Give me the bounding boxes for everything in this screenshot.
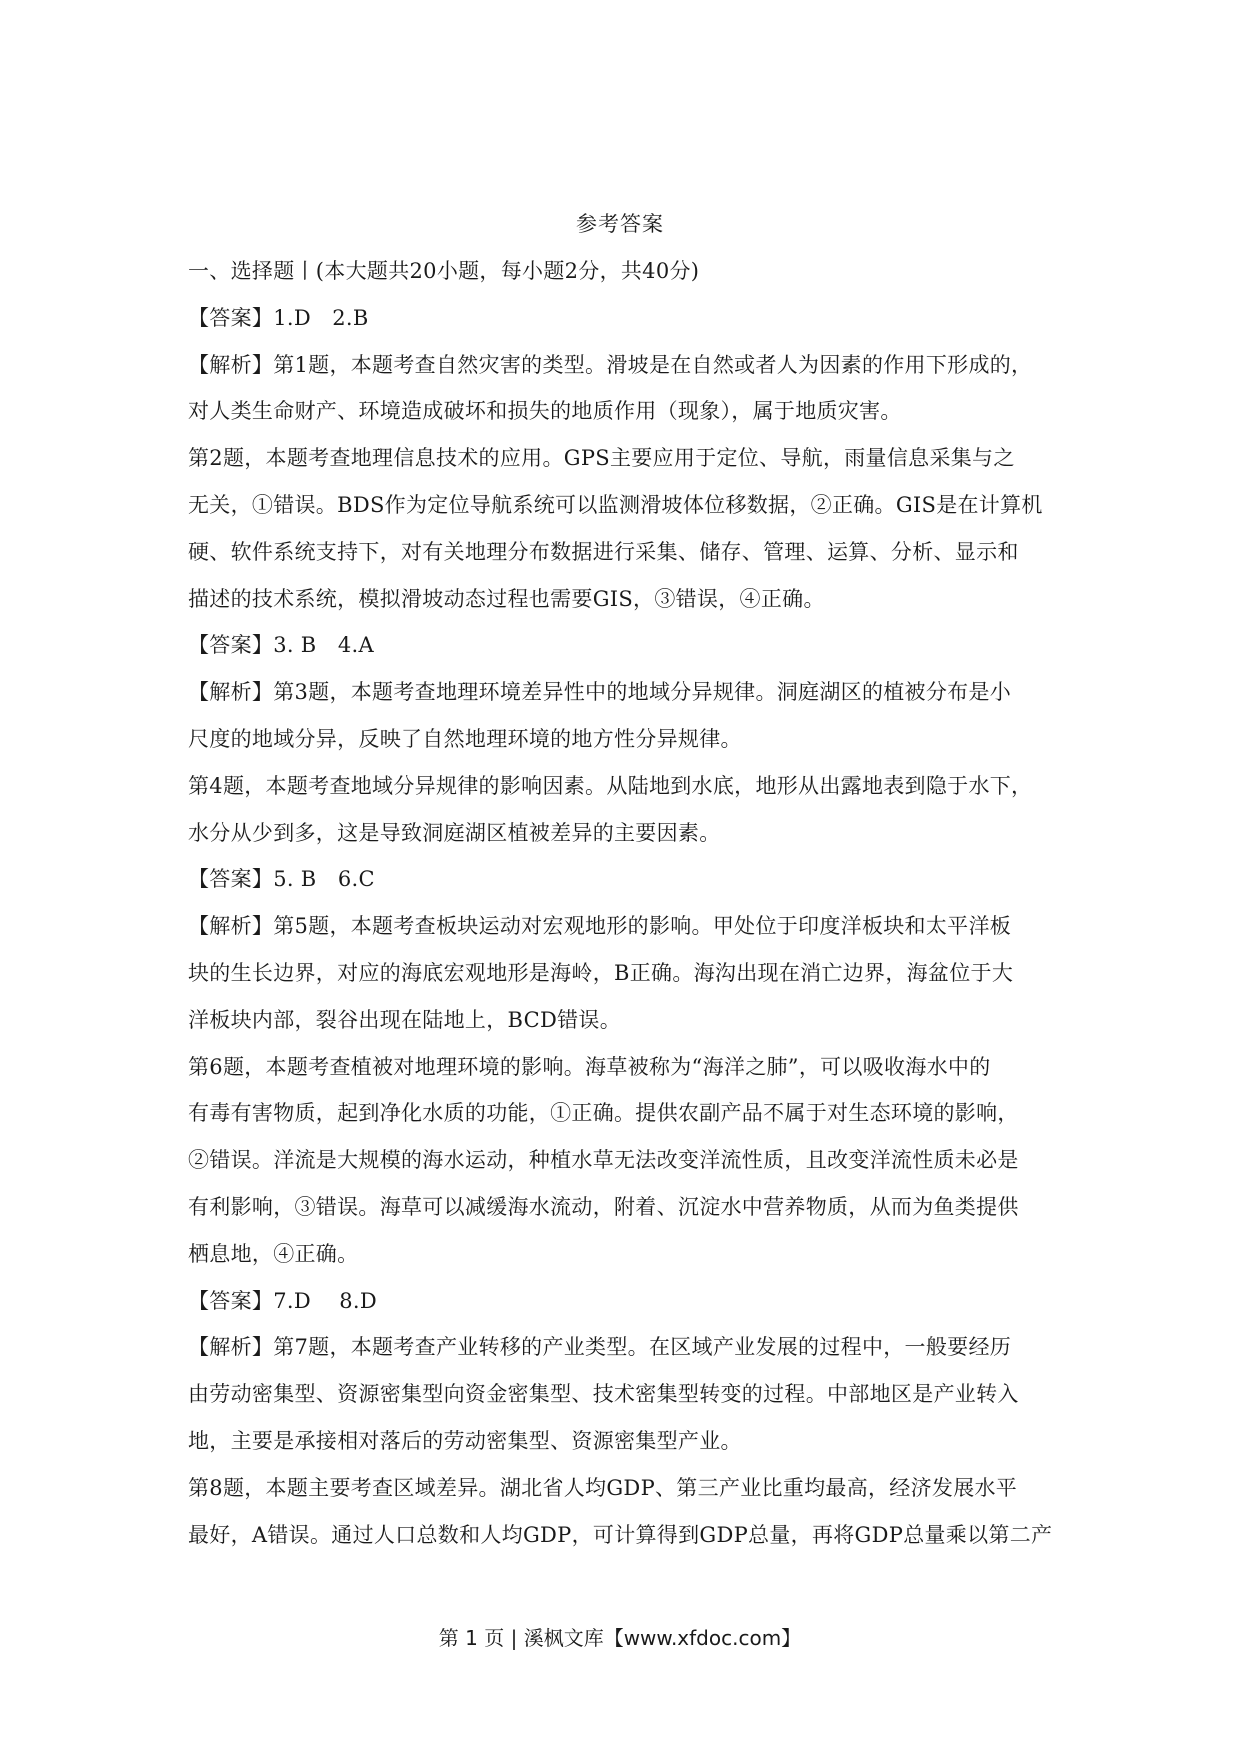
answer-line: 【答案】1.D 2.B — [188, 305, 369, 330]
analysis-line: 【解析】第3题，本题考查地理环境差异性中的地域分异规律。洞庭湖区的植被分布是小 — [188, 680, 1012, 705]
page-number: 第 1 页 — [438, 1626, 511, 1650]
analysis-line: 第6题，本题考查植被对地理环境的影响。海草被称为“海洋之肺”，可以吸收海水中的 — [188, 1054, 991, 1079]
analysis-line: 第4题，本题考查地域分异规律的影响因素。从陆地到水底，地形从出露地表到隐于水下， — [188, 773, 1033, 798]
analysis-line: 【解析】第7题，本题考查产业转移的产业类型。在区域产业发展的过程中，一般要经历 — [188, 1335, 1012, 1360]
analysis-line: 对人类生命财产、环境造成破坏和损失的地质作用（现象），属于地质灾害。 — [188, 399, 902, 424]
analysis-line: 硬、软件系统支持下，对有关地理分布数据进行采集、储存、管理、运算、分析、显示和 — [188, 539, 1019, 564]
analysis-line: 有毒有害物质，起到净化水质的功能，①正确。提供农副产品不属于对生态环境的影响， — [188, 1101, 1019, 1126]
footer-site-link[interactable]: 溪枫文库【www.xfdoc.com】 — [523, 1626, 802, 1650]
analysis-line: 无关，①错误。BDS作为定位导航系统可以监测滑坡体位移数据，②正确。GIS是在计算机 — [188, 492, 1043, 517]
analysis-line: 第2题，本题考查地理信息技术的应用。GPS主要应用于定位、导航，雨量信息采集与之 — [188, 446, 1015, 471]
analysis-line: 描述的技术系统，模拟滑坡动态过程也需要GIS，③错误，④正确。 — [188, 586, 825, 611]
analysis-line: 最好，A错误。通过人口总数和人均GDP，可计算得到GDP总量，再将GDP总量乘以第二产 — [188, 1522, 1053, 1547]
section-heading: 一、选择题丨(本大题共20小题，每小题2分，共40分) — [188, 259, 700, 283]
analysis-line: 【解析】第5题，本题考查板块运动对宏观地形的影响。甲处位于印度洋板块和太平洋板 — [188, 914, 1012, 939]
analysis-line: ②错误。洋流是大规模的海水运动，种植水草无法改变洋流性质，且改变洋流性质未必是 — [188, 1148, 1019, 1173]
answer-line: 【答案】3. B 4.A — [188, 633, 374, 658]
analysis-line: 水分从少到多，这是导致洞庭湖区植被差异的主要因素。 — [188, 820, 721, 845]
answer-body — [188, 248, 1066, 1558]
page-footer — [0, 1622, 1240, 1651]
analysis-line: 地，主要是承接相对落后的劳动密集型、资源密集型产业。 — [188, 1428, 742, 1453]
answer-line: 【答案】5. B 6.C — [188, 867, 375, 892]
analysis-line: 由劳动密集型、资源密集型向资金密集型、技术密集型转变的过程。中部地区是产业转入 — [188, 1382, 1019, 1407]
answer-line: 【答案】7.D 8.D — [188, 1288, 378, 1313]
page-title: 参考答案 — [576, 212, 664, 236]
footer-separator: | — [510, 1626, 524, 1650]
analysis-line: 【解析】第1题，本题考查自然灾害的类型。滑坡是在自然或者人为因素的作用下形成的， — [188, 352, 1033, 377]
analysis-line: 有利影响，③错误。海草可以减缓海水流动，附着、沉淀水中营养物质，从而为鱼类提供 — [188, 1194, 1019, 1219]
analysis-line: 洋板块内部，裂谷出现在陆地上，BCD错误。 — [188, 1007, 622, 1032]
analysis-line: 块的生长边界，对应的海底宏观地形是海岭，B正确。海沟出现在消亡边界，海盆位于大 — [188, 960, 1014, 985]
analysis-line: 尺度的地域分异，反映了自然地理环境的地方性分异规律。 — [188, 726, 742, 751]
analysis-line: 栖息地，④正确。 — [188, 1241, 359, 1266]
analysis-line: 第8题，本题主要考查区域差异。湖北省人均GDP、第三产业比重均最高，经济发展水平 — [188, 1475, 1018, 1500]
